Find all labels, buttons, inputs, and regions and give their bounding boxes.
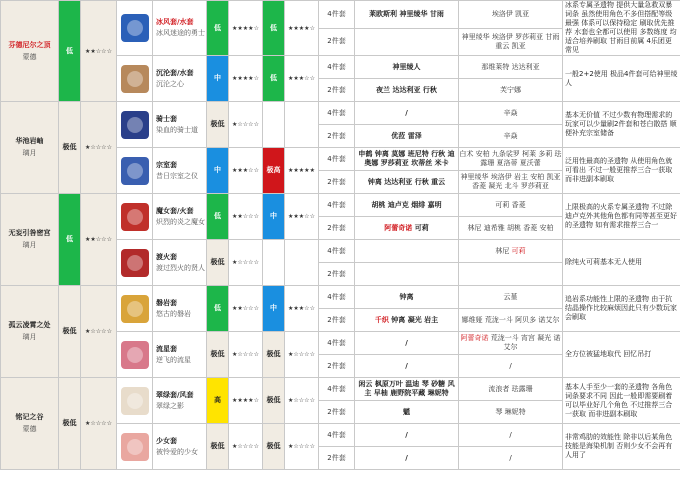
other-characters-text: 流浪者 珐露珊 [488, 384, 533, 393]
domain-rating-stars: ★☆☆☆☆ [81, 286, 117, 378]
piece-count: 2件套 [319, 355, 355, 378]
other-characters [459, 28, 563, 56]
artifact-set-subtitle: 昔日宗室之仪 [156, 171, 198, 180]
main-characters [355, 79, 459, 102]
other-characters-text: / [509, 361, 512, 370]
highlighted-character: 可莉 [511, 246, 526, 255]
artifact-set-name: 磐岩套 [156, 298, 177, 307]
domain-region: 璃月 [22, 241, 37, 249]
main-characters [355, 171, 459, 194]
set-rating-stars: ★☆☆☆☆ [229, 332, 263, 378]
domain-name-cell [1, 378, 59, 470]
artifact-icon-cell [117, 56, 153, 102]
domain-name: 华池岩岫 [15, 137, 44, 145]
artifact-set-name: 宗室套 [156, 160, 177, 169]
set-secondary-rating-stars: ★☆☆☆☆ [285, 424, 319, 470]
set-tier-badge: 极低 [207, 240, 229, 286]
meteor-flower-icon [121, 341, 149, 369]
artifact-icon-cell [117, 286, 153, 332]
hydro-flower-icon [121, 65, 149, 93]
set-tier-badge: 极低 [207, 102, 229, 148]
main-characters [355, 286, 459, 309]
main-characters-text: 申鹤 钟离 莫娜 班尼特 行秋 迪奥娜 罗莎莉亚 坎蒂丝 米卡 [358, 150, 455, 167]
artifact-set-subtitle: 染血的骑士道 [156, 125, 198, 134]
set-secondary-rating-stars: ★★★★☆ [285, 1, 319, 56]
domain-rating-stars: ★★☆☆☆ [81, 1, 117, 102]
artifact-set-name: 骑士套 [156, 114, 177, 123]
piece-count: 4件套 [319, 194, 355, 217]
highlighted-character: 阿蕾奇诺 [384, 223, 413, 232]
other-characters-text: 芙宁娜 [500, 85, 521, 94]
main-characters [355, 102, 459, 125]
other-characters-text: / [509, 430, 512, 439]
main-characters [355, 217, 459, 240]
set-secondary-tier-badge: 中 [263, 194, 285, 240]
set-rating-stars: ★☆☆☆☆ [229, 102, 263, 148]
other-characters [459, 56, 563, 79]
main-characters-text: 钟离 达达利亚 行秋 重云 [367, 177, 446, 186]
other-characters [459, 332, 563, 355]
set-tier-badge: 中 [207, 56, 229, 102]
artifact-icon-cell [117, 148, 153, 194]
piece-count: 4件套 [319, 286, 355, 309]
set-secondary-tier-badge: 极低 [263, 424, 285, 470]
domain-tier-badge: 极低 [59, 378, 81, 470]
pyro-flower-icon [121, 203, 149, 231]
knight-flower-icon [121, 111, 149, 139]
domain-name-cell [1, 286, 59, 378]
other-characters-text: 那维莱特 达达利亚 [481, 62, 540, 71]
other-characters-text: 琴 琳妮特 [495, 407, 526, 416]
other-characters [459, 401, 563, 424]
piece-count: 2件套 [319, 217, 355, 240]
domain-name: 无妄引咎密宫 [8, 229, 51, 237]
artifact-icon-cell [117, 194, 153, 240]
main-characters [355, 424, 459, 447]
other-characters [459, 424, 563, 447]
other-characters-text: 娜维娅 荒泷一斗 阿贝多 诺艾尔 [461, 315, 560, 324]
set-secondary-tier-badge: 极低 [263, 378, 285, 424]
other-characters [459, 286, 563, 309]
table-row [1, 378, 680, 401]
artifact-set-name: 沉沦套/水套 [156, 68, 194, 77]
piece-count: 4件套 [319, 102, 355, 125]
main-characters [355, 263, 459, 286]
set-description: 非常鸡肋的效能性 除非以后某角色技能是海染机制 否则少女不会再有人用了 [563, 424, 680, 470]
other-characters-text: / [509, 453, 512, 462]
other-characters-text: 云堇 [503, 292, 518, 301]
other-characters-text: 林尼 迪希雅 胡桃 香菱 安柏 [467, 223, 554, 232]
domain-name: 芬德尼尔之顶 [8, 40, 51, 49]
set-rating-stars: ★☆☆☆☆ [229, 424, 263, 470]
other-characters-text: 可莉 香菱 [495, 200, 526, 209]
domain-region: 蒙德 [22, 52, 37, 61]
other-characters-text: 神里绫华 埃洛伊 岩主 安柏 凯亚 香菱 凝光 北斗 罗莎莉亚 [460, 173, 561, 190]
set-secondary-tier-badge [263, 102, 285, 148]
main-characters [355, 240, 459, 263]
piece-count: 2件套 [319, 447, 355, 470]
main-characters [355, 378, 459, 401]
set-rating-stars: ★★★★☆ [229, 1, 263, 56]
set-rating-stars: ★★★☆☆ [229, 148, 263, 194]
main-characters [355, 1, 459, 29]
piece-count: 4件套 [319, 332, 355, 355]
set-description: 一般2+2使用 极品4件套可给神里绫人 [563, 56, 680, 102]
artifact-set-subtitle: 冰风迷途的勇士 [156, 29, 205, 37]
domain-name: 铭记之谷 [15, 413, 44, 421]
artifact-set-subtitle: 被怜爱的少女 [156, 447, 198, 456]
artifact-set-name-cell [153, 148, 207, 194]
other-characters [459, 217, 563, 240]
main-characters-text: 莱欧斯利 神里绫华 甘雨 [369, 9, 444, 18]
other-characters-text: 埃洛伊 凯亚 [491, 9, 530, 18]
artifact-set-name: 冰风套/水套 [156, 18, 194, 26]
piece-count: 4件套 [319, 240, 355, 263]
piece-count: 4件套 [319, 378, 355, 401]
main-characters [355, 309, 459, 332]
set-tier-badge: 极低 [207, 332, 229, 378]
set-rating-stars: ★★★★☆ [229, 378, 263, 424]
set-rating-stars: ★★☆☆☆ [229, 286, 263, 332]
other-characters [459, 355, 563, 378]
artifact-set-name: 少女套 [156, 436, 177, 445]
other-characters-text: 神里绫华 埃洛伊 罗莎莉亚 甘雨 重云 凯亚 [461, 32, 560, 50]
other-characters [459, 309, 563, 332]
main-characters-text: 魈 [403, 407, 410, 416]
artifact-set-name: 流星套 [156, 344, 177, 353]
main-characters-text: 胡桃 迪卢克 烟绯 嘉明 [371, 200, 442, 209]
artifact-set-subtitle: 渡过烈火的贤人 [156, 263, 205, 272]
artifact-icon-cell [117, 424, 153, 470]
main-characters-text: 夜兰 达达利亚 行秋 [376, 85, 437, 94]
set-secondary-rating-stars [285, 102, 319, 148]
domain-tier-badge: 极低 [59, 286, 81, 378]
domain-tier-badge: 低 [59, 194, 81, 286]
main-characters [355, 355, 459, 378]
domain-tier-badge: 低 [59, 1, 81, 102]
other-characters-text: 辛焱 [503, 131, 518, 140]
domain-region: 蒙德 [22, 425, 37, 433]
other-characters-text: 白术 安柏 九条裟罗 柯莱 多莉 珐露珊 夏洛蒂 夏沃蕾 [459, 150, 562, 167]
set-tier-badge: 极低 [207, 424, 229, 470]
main-characters [355, 194, 459, 217]
piece-count: 2件套 [319, 263, 355, 286]
piece-count: 4件套 [319, 424, 355, 447]
set-secondary-tier-badge: 中 [263, 286, 285, 332]
main-characters-text: 阿蕾奇诺 可莉 [384, 223, 429, 232]
set-description: 泛用性最高的圣遗物 从使用角色就可看出 不过一般更推荐三合一获取 而非进副本刷取 [563, 148, 680, 194]
artifact-set-name-cell [153, 332, 207, 378]
main-characters-text: / [405, 453, 408, 462]
domain-rating-stars: ★☆☆☆☆ [81, 102, 117, 194]
set-description: 追岩系功能性上限的圣遗物 由于抗结晶操作比较麻烦因此只有少数玩家会刷取 [563, 286, 680, 332]
artifact-set-name-cell [153, 424, 207, 470]
maiden-flower-icon [121, 433, 149, 461]
main-characters-text: 优菈 雷泽 [391, 131, 422, 140]
artifact-icon-cell [117, 240, 153, 286]
set-secondary-rating-stars: ★★★☆☆ [285, 194, 319, 240]
main-characters-text: / [405, 430, 408, 439]
artifact-set-subtitle: 炽烈的炎之魔女 [156, 217, 205, 226]
artifact-set-name-cell [153, 378, 207, 424]
noblesse-flower-icon [121, 157, 149, 185]
piece-count: 4件套 [319, 56, 355, 79]
artifact-set-subtitle: 逆飞的流星 [156, 355, 191, 364]
piece-count: 2件套 [319, 171, 355, 194]
set-secondary-tier-badge: 极高 [263, 148, 285, 194]
main-characters-text: 千织 钟离 凝光 岩主 [374, 315, 439, 324]
other-characters [459, 1, 563, 29]
cryo-flower-icon [121, 14, 149, 42]
artifact-set-subtitle: 翠绿之影 [156, 401, 184, 410]
domain-region: 璃月 [22, 333, 37, 341]
other-characters [459, 194, 563, 217]
set-rating-stars: ★☆☆☆☆ [229, 240, 263, 286]
other-characters [459, 447, 563, 470]
artifact-set-subtitle: 沉沦之心 [156, 79, 184, 88]
artifact-icon-cell [117, 1, 153, 56]
main-characters [355, 332, 459, 355]
domain-name-cell [1, 194, 59, 286]
set-description: 基本人手至少一套的圣遗物 各角色词条要求不同 因此一般即需要刷着可以毕业好几个角色 不过推荐三合一获取 而非进副本刷取 [563, 378, 680, 424]
artifact-set-name-cell [153, 56, 207, 102]
artifact-set-name-cell [153, 102, 207, 148]
main-characters [355, 125, 459, 148]
set-description: 冰系专属圣遗物 提供大量急救双暴词条 虽然使用角色不多但搭配等级最强 体系可以保持稳定 刷取优先推荐 水套也全都可以使用 多数练度 均适合培养刷取 甘雨目前属 4乐团更常见 [563, 1, 680, 56]
highlighted-character: 千织 [374, 315, 389, 324]
domain-name-cell [1, 1, 59, 102]
crimson-flower-icon [121, 249, 149, 277]
main-characters-text: 神里绫人 [392, 62, 421, 71]
piece-count: 2件套 [319, 401, 355, 424]
anemo-flower-icon [121, 387, 149, 415]
set-secondary-tier-badge: 低 [263, 1, 285, 56]
other-characters-text: 辛焱 [503, 108, 518, 117]
piece-count: 2件套 [319, 125, 355, 148]
other-characters [459, 125, 563, 148]
main-characters-text: / [405, 108, 408, 117]
artifact-icon-cell [117, 102, 153, 148]
other-characters-text: 阿蕾奇诺 荒泷一斗 宵宫 凝光 诺艾尔 [460, 334, 561, 351]
main-characters-text: 闲云 枫原万叶 温迪 琴 砂糖 风主 早柚 鹿野院平藏 琳妮特 [358, 380, 455, 397]
main-characters-text: / [405, 361, 408, 370]
table-row [1, 194, 680, 217]
domain-region: 璃月 [22, 149, 37, 157]
other-characters [459, 102, 563, 125]
other-characters [459, 240, 563, 263]
set-secondary-tier-badge: 低 [263, 56, 285, 102]
set-secondary-rating-stars: ★☆☆☆☆ [285, 332, 319, 378]
piece-count: 2件套 [319, 309, 355, 332]
set-secondary-rating-stars: ★★★☆☆ [285, 286, 319, 332]
main-characters-text: / [405, 338, 408, 347]
main-characters [355, 401, 459, 424]
artifact-set-name-cell [153, 1, 207, 56]
other-characters [459, 378, 563, 401]
set-description: 基本无价值 不过少数有物理需求的玩家可以少量刷2件套和苍白散搭 顺便补充宗室储备 [563, 102, 680, 148]
set-tier-badge: 低 [207, 286, 229, 332]
table-row [1, 102, 680, 125]
main-characters [355, 56, 459, 79]
artifact-set-name: 魔女套/火套 [156, 206, 194, 215]
set-description: 上限极高的火系专属圣遗物 不过除迪卢克外其他角色都有同等甚至更好的圣遗物 如有需求推荐三合一 [563, 194, 680, 240]
artifact-set-name-cell [153, 240, 207, 286]
piece-count: 2件套 [319, 28, 355, 56]
artifact-icon-cell [117, 378, 153, 424]
set-secondary-rating-stars: ★☆☆☆☆ [285, 378, 319, 424]
other-characters [459, 171, 563, 194]
piece-count: 4件套 [319, 1, 355, 29]
set-description: 全方位被猛地取代 回忆吊打 [563, 332, 680, 378]
artifact-set-name-cell [153, 286, 207, 332]
set-tier-badge: 低 [207, 1, 229, 56]
main-characters [355, 148, 459, 171]
set-tier-badge: 低 [207, 194, 229, 240]
domain-name: 孤云凌霄之处 [8, 321, 51, 329]
domain-tier-badge: 极低 [59, 102, 81, 194]
set-tier-badge: 高 [207, 378, 229, 424]
highlighted-character: 阿蕾奇诺 [460, 334, 489, 342]
set-description: 除纯火可莉基本无人使用 [563, 240, 680, 286]
other-characters [459, 79, 563, 102]
domain-rating-stars: ★☆☆☆☆ [81, 378, 117, 470]
other-characters-text: 林尼 可莉 [495, 246, 526, 255]
piece-count: 2件套 [319, 79, 355, 102]
artifact-set-name: 翠绿套/风套 [156, 390, 194, 399]
other-characters [459, 148, 563, 171]
artifact-set-name-cell [153, 194, 207, 240]
main-characters [355, 28, 459, 56]
set-secondary-rating-stars [285, 240, 319, 286]
set-rating-stars: ★★☆☆☆ [229, 194, 263, 240]
other-characters [459, 263, 563, 286]
domain-rating-stars: ★★☆☆☆ [81, 194, 117, 286]
artifact-set-subtitle: 悠古的磐岩 [156, 309, 191, 318]
main-characters-text: 钟离 [399, 292, 414, 301]
domain-name-cell [1, 102, 59, 194]
piece-count: 4件套 [319, 148, 355, 171]
set-rating-stars: ★★★★☆ [229, 56, 263, 102]
set-secondary-rating-stars: ★★★★★ [285, 148, 319, 194]
main-characters [355, 447, 459, 470]
set-tier-badge: 中 [207, 148, 229, 194]
table-row [1, 286, 680, 309]
set-secondary-tier-badge [263, 240, 285, 286]
table-row [1, 1, 680, 29]
set-secondary-tier-badge: 极低 [263, 332, 285, 378]
artifact-set-name: 渡火套 [156, 252, 177, 261]
artifact-icon-cell [117, 332, 153, 378]
geo-flower-icon [121, 295, 149, 323]
set-secondary-rating-stars: ★★★☆☆ [285, 56, 319, 102]
